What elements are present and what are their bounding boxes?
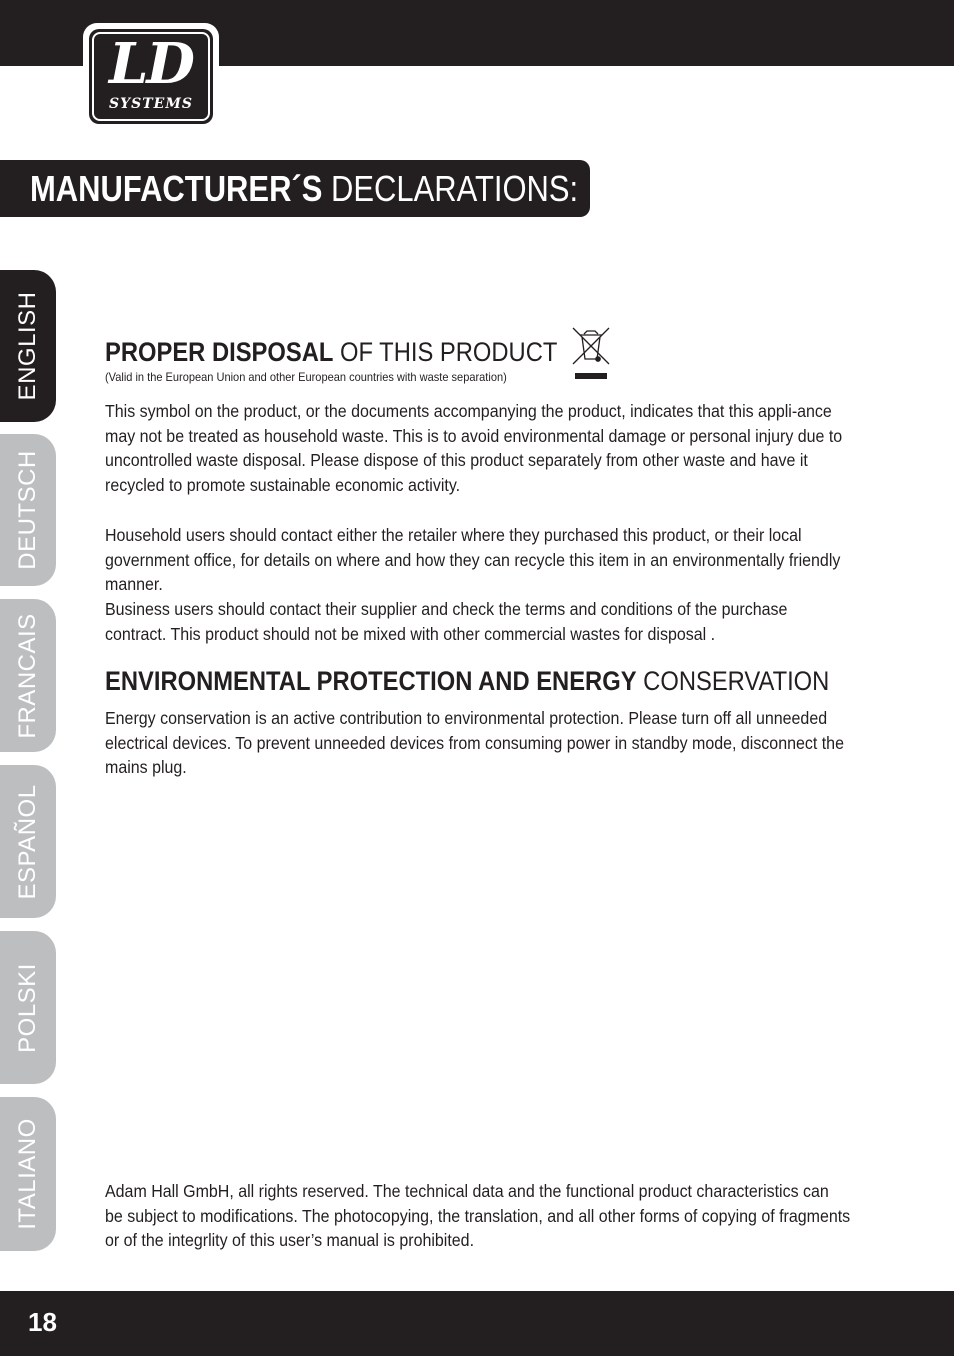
tab-label: DEUTSCH [14,450,41,570]
page-title [30,166,578,212]
tab-deutsch[interactable] [0,434,56,586]
tab-espanol[interactable] [0,765,56,918]
tab-francais[interactable] [0,599,56,752]
crossed-out-wheelie-bin-icon [571,326,611,382]
bottom-bar [0,1291,954,1356]
tab-label: ESPAÑOL [14,783,41,900]
environment-heading [105,665,830,697]
disposal-paragraph-3: Business users should contact their supplier and check the terms and conditions of the purchase contract. This product should not be mixed with other commercial wastes for disposal . [105,598,788,644]
disposal-heading-light: OF THIS PRODUCT [340,337,558,367]
environment-section [105,665,850,780]
environment-heading-bold: ENVIRONMENTAL PROTECTION AND ENERGY [105,666,637,696]
logo-subtext: SYSTEMS [109,96,193,112]
copyright-text: Adam Hall GmbH, all rights reserved. The technical data and the functional product characteristics can be subject to modifications. The photocopying, the translation, and all other forms of copying of fragments or of the integrlity of this user’s manual is prohibited. [105,1181,851,1251]
tab-label: FRANCAIS [14,612,41,739]
disposal-heading [105,336,761,368]
tab-italiano[interactable] [0,1097,56,1251]
disposal-paragraph-1: This symbol on the product, or the documents accompanying the product, indicates that this appli-ance may not be treated as household waste. This is to avoid environmental damage or personal injury due to uncontrolled waste disposal. Please dispose of this product separately from other waste and have it recycled to promote sustainable economic activity. [105,401,843,496]
page-title-bold: MANUFACTURER´S [30,168,323,209]
page-title-bar [0,160,590,217]
disposal-section [105,336,850,646]
tab-label: ENGLISH [14,291,41,401]
logo-badge [89,29,213,124]
logo-text: LD [109,31,193,97]
tab-english[interactable] [0,270,56,422]
disposal-heading-bold: PROPER DISPOSAL [105,337,334,367]
disposal-note: (Valid in the European Union and other European countries with waste separation) [105,370,507,384]
ld-systems-logo [83,23,219,130]
environment-paragraph: Energy conservation is an active contribution to environmental protection. Please turn off all unneeded electrical devices. To prevent unneeded devices from consuming power in standby mode, disconnect the mains plug. [105,708,844,778]
disposal-paragraph-2: Household users should contact either the retailer where they purchased this product, or their local government office, for details on where and how they can recycle this item in an environmentally friendly manner. [105,524,841,595]
page-title-light: DECLARATIONS: [331,168,579,209]
tab-label: POLSKI [14,962,41,1053]
tab-label: ITALIANO [14,1118,41,1230]
environment-heading-light: CONSERVATION [643,666,830,696]
tab-polski[interactable] [0,931,56,1084]
page-number: 18 [28,1307,57,1337]
copyright-section [105,1179,850,1253]
